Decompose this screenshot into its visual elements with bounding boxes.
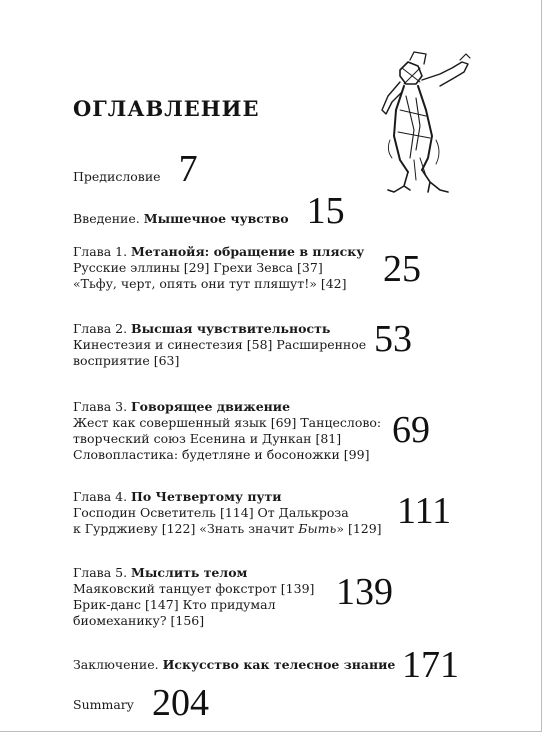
dancing-figure-sketch-icon <box>370 40 480 205</box>
chapter-4-subsections-line: к Гурджиеву [122] «Знать значит Быть» [129] <box>73 521 382 536</box>
toc-entry-chapter-1[interactable] <box>73 244 364 292</box>
toc-title: ОГЛАВЛЕНИЕ <box>73 96 260 121</box>
chapter-3-subsections-line: Словопластика: будетляне и босоножки [99] <box>73 447 370 462</box>
chapter-1-prefix: Глава 1. <box>73 244 128 259</box>
chapter-1-subsections-line: «Тьфу, черт, опять они тут пляшут!» [42] <box>73 276 347 291</box>
toc-entry-preface[interactable] <box>73 150 198 188</box>
chapter-2-subsections-line: Кинестезия и синестезия [58] Расширенное <box>73 337 367 352</box>
chapter-2-page-number: 53 <box>374 318 412 360</box>
chapter-2-name: Высшая чувствительность <box>131 321 331 336</box>
toc-entry-summary[interactable] <box>73 697 134 713</box>
chapter-2-subsections-line: восприятие [63] <box>73 353 180 368</box>
chapter-4-page-number: 111 <box>397 490 452 532</box>
chapter-1-name: Метанойя: обращение в пляску <box>131 244 365 259</box>
intro-page-number: 15 <box>306 190 345 232</box>
summary-page-number: 204 <box>152 682 209 724</box>
chapter-5-prefix: Глава 5. <box>73 565 128 580</box>
summary-label: Summary <box>73 697 134 712</box>
conclusion-page-number: 171 <box>402 644 459 686</box>
toc-entry-conclusion[interactable] <box>73 657 395 673</box>
conclusion-name: Искусство как телесное знание <box>162 657 396 672</box>
chapter-4-subsections-line: Господин Осветитель [114] От Далькроза <box>73 505 349 520</box>
toc-entry-intro[interactable] <box>73 192 345 230</box>
chapter-3-prefix: Глава 3. <box>73 399 128 414</box>
chapter-5-subsections-line: Маяковский танцует фокстрот [139] <box>73 581 315 596</box>
chapter-1-page-number: 25 <box>383 248 421 290</box>
intro-prefix: Введение. <box>73 211 140 226</box>
toc-entry-chapter-2[interactable] <box>73 321 366 369</box>
toc-entry-chapter-3[interactable] <box>73 399 381 463</box>
chapter-5-name: Мыслить телом <box>131 565 248 580</box>
toc-entry-chapter-4[interactable] <box>73 489 382 537</box>
preface-label: Предисловие <box>73 169 161 184</box>
conclusion-prefix: Заключение. <box>73 657 159 672</box>
chapter-2-prefix: Глава 2. <box>73 321 128 336</box>
chapter-3-subsections-line: творческий союз Есенина и Дункан [81] <box>73 431 342 446</box>
intro-name: Мышечное чувство <box>143 211 289 226</box>
chapter-4-prefix: Глава 4. <box>73 489 128 504</box>
chapter-1-subsections-line: Русские эллины [29] Грехи Зевса [37] <box>73 260 323 275</box>
chapter-3-subsections-line: Жест как совершенный язык [69] Танцеслово: <box>73 415 382 430</box>
chapter-5-page-number: 139 <box>336 571 393 613</box>
chapter-3-name: Говорящее движение <box>131 399 291 414</box>
chapter-5-subsections-line: биомеханику? [156] <box>73 613 205 628</box>
preface-page-number: 7 <box>178 148 198 190</box>
chapter-3-page-number: 69 <box>392 409 430 451</box>
chapter-5-subsections-line: Брик-данс [147] Кто придумал <box>73 597 276 612</box>
chapter-4-name: По Четвертому пути <box>131 489 282 504</box>
toc-entry-chapter-5[interactable] <box>73 565 314 629</box>
